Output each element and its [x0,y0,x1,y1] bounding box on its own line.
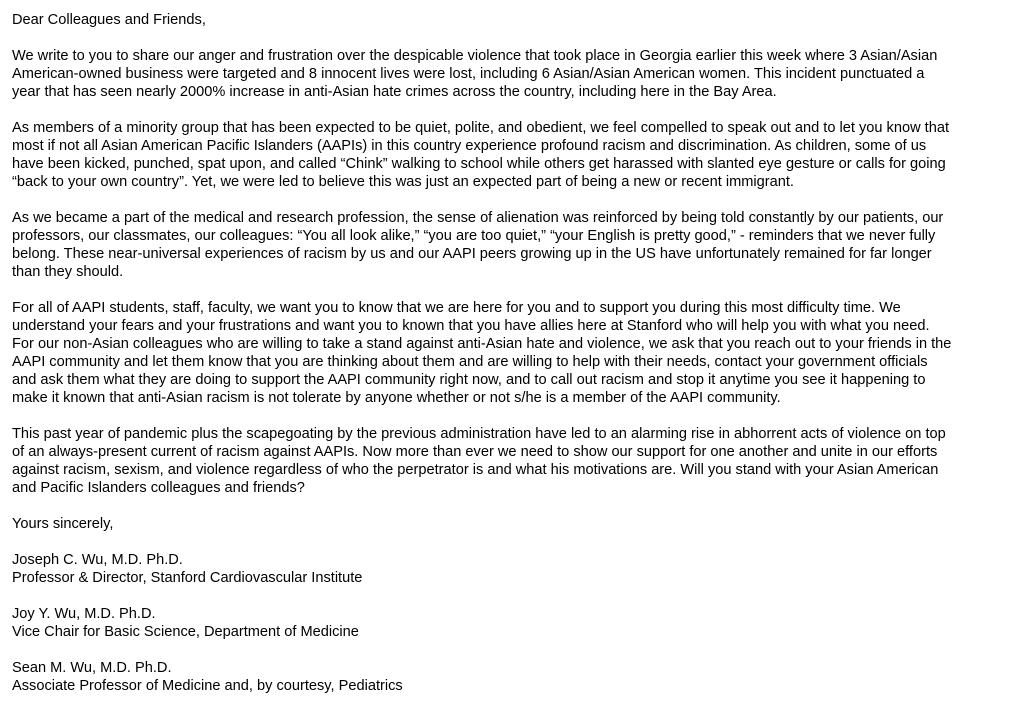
paragraph-profession-alienation [12,209,1007,281]
signatory-title: Associate Professor of Medicine and, by courtesy, Pediatrics [12,678,403,694]
paragraph-georgia-violence [12,47,1007,101]
paragraph-line: year that has seen nearly 2000% increase in anti-Asian hate crimes across the country, including here in the Bay Area. [12,84,777,100]
paragraph-line: AAPI community and let them know that you are thinking about them and are willing to help with their needs, contact your government officials [12,354,928,370]
paragraph-line: and Pacific Islanders colleagues and friends? [12,480,305,496]
paragraph-line: This past year of pandemic plus the scapegoating by the previous administration have led to an alarming rise in abhorrent acts of violence on top [12,426,946,442]
paragraph-line: We write to you to share our anger and frustration over the despicable violence that took place in Georgia earlier this week where 3 Asian/Asian [12,48,938,64]
paragraph-line: have been kicked, punched, spat upon, and called “Chink” walking to school while others get harassed with slanted eye gesture or calls for going [12,156,946,172]
signatory-name: Joseph C. Wu, M.D. Ph.D. [12,552,183,568]
paragraph-line: professors, our classmates, our colleagues: “You all look alike,” “you are too quiet,” “your English is pretty good,” - reminders that we never fully [12,228,936,244]
paragraph-support-call [12,299,1007,407]
signatory-name: Sean M. Wu, M.D. Ph.D. [12,660,172,676]
paragraph-line: most if not all Asian American Pacific Islanders (AAPIs) in this country experience profound racism and discrimination. As children, some of us [12,138,927,154]
paragraph-minority-experience [12,119,1007,191]
letter-document [12,11,1007,695]
signatory-title: Professor & Director, Stanford Cardiovascular Institute [12,570,363,586]
paragraph-line: belong. These near-universal experiences of racism by us and our AAPI peers growing up in the US have unfortunately remained for far longer [12,246,932,262]
paragraph-line: As we became a part of the medical and research profession, the sense of alienation was reinforced by being told constantly by our patients, our [12,210,944,226]
closing: Yours sincerely, [12,516,114,532]
signatory-name: Joy Y. Wu, M.D. Ph.D. [12,606,156,622]
signatory-joseph-wu [12,551,1007,587]
paragraph-line: For our non-Asian colleagues who are willing to take a stand against anti-Asian hate and violence, we ask that you reach out to your friends in the [12,336,952,352]
signatory-joy-wu [12,605,1007,641]
signatory-title: Vice Chair for Basic Science, Department of Medicine [12,624,359,640]
greeting: Dear Colleagues and Friends, [12,12,206,28]
paragraph-line: understand your fears and your frustrations and want you to known that you have allies here at Stanford who will help you with what you need. [12,318,930,334]
paragraph-line: For all of AAPI students, staff, faculty, we want you to know that we are here for you and to support you during this most difficulty time. We [12,300,901,316]
paragraph-line: make it known that anti-Asian racism is not tolerate by anyone whether or not s/he is a member of the AAPI community. [12,390,781,406]
paragraph-line: of an always-present current of racism against AAPIs. Now more than ever we need to show our support for one another and unite in our efforts [12,444,938,460]
paragraph-pandemic-unity [12,425,1007,497]
paragraph-line: American-owned business were targeted and 8 innocent lives were lost, including 6 Asian/Asian American women. This incident punctuated a [12,66,925,82]
paragraph-line: than they should. [12,264,124,280]
paragraph-line: and ask them what they are doing to support the AAPI community right now, and to call out racism and stop it anytime you see it happening to [12,372,926,388]
signatory-sean-wu [12,659,1007,695]
paragraph-line: As members of a minority group that has been expected to be quiet, polite, and obedient, we feel compelled to speak out and to let you know that [12,120,950,136]
paragraph-line: against racism, sexism, and violence regardless of who the perpetrator is and what his motivations are. Will you stand with your Asian American [12,462,939,478]
paragraph-line: “back to your own country”. Yet, we were led to believe this was just an expected part of being a new or recent immigrant. [12,174,794,190]
